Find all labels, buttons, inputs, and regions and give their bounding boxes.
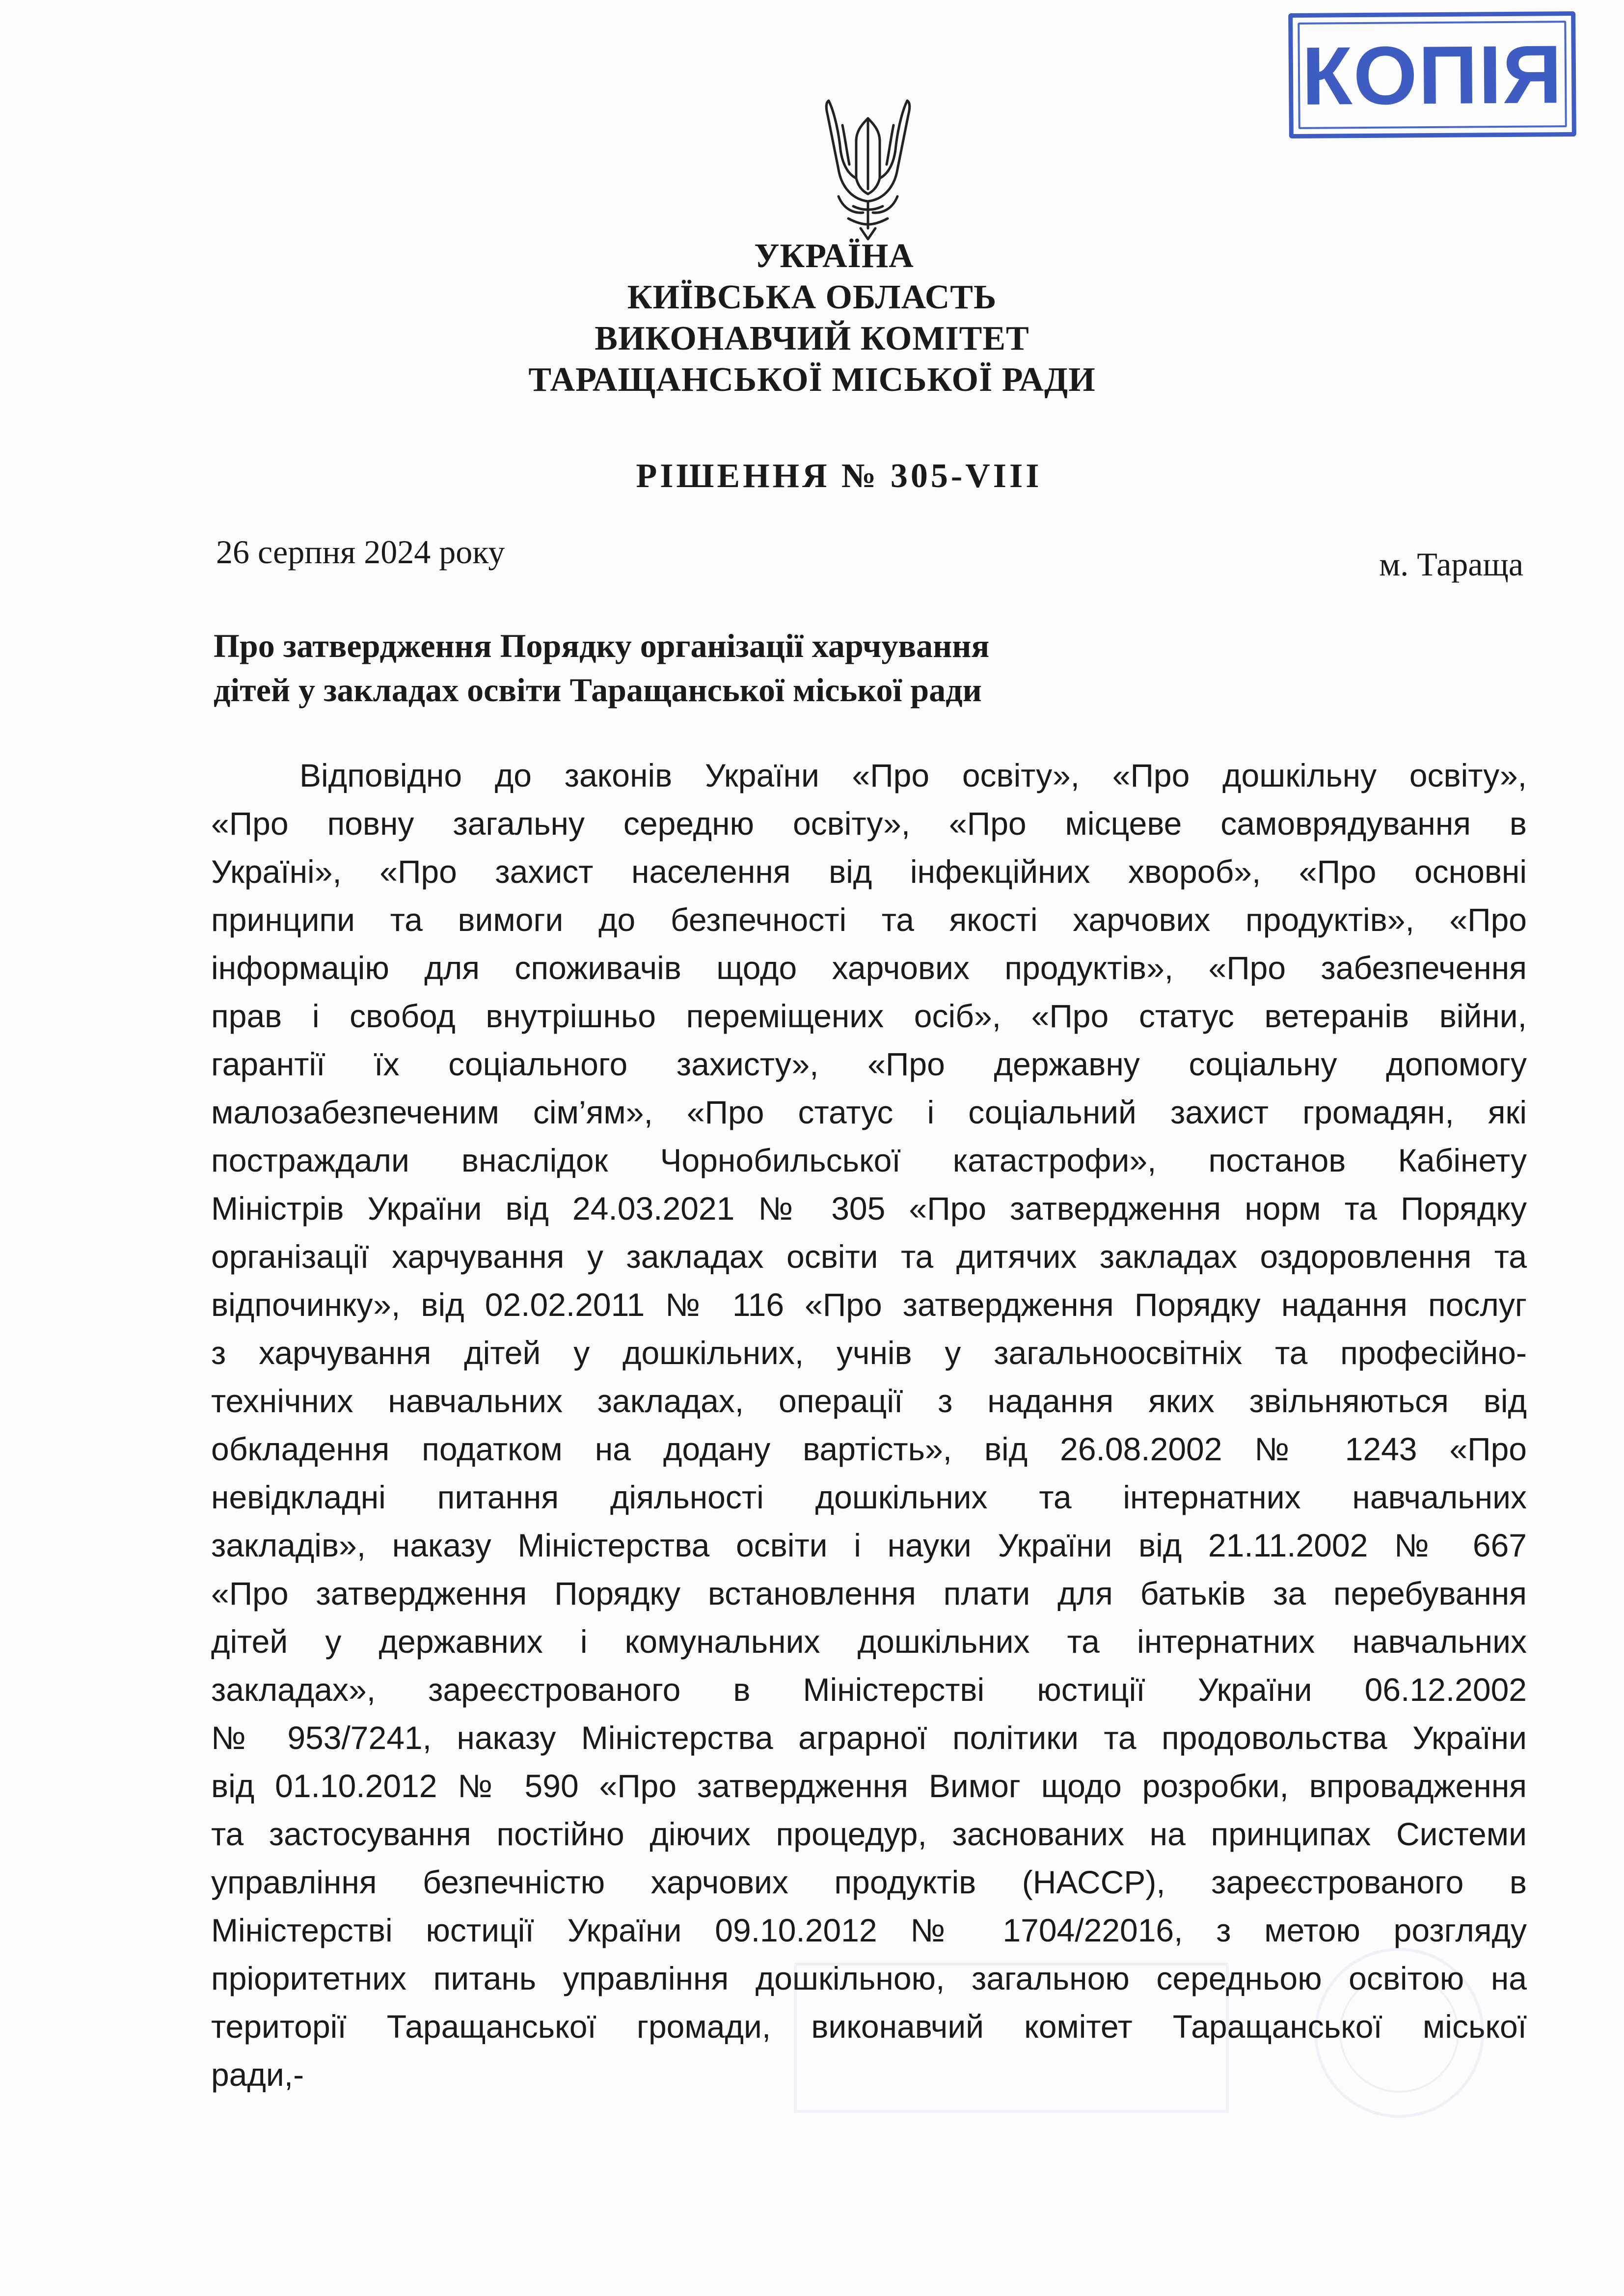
bleed-through-seal xyxy=(785,1944,1497,2131)
body-line: Міністерстві юстиції України 09.10.2012 № 1704/22016, з метою розгляду xyxy=(211,1912,1527,1948)
stamp-text: КОПІЯ xyxy=(1301,27,1563,122)
body-line: від 01.10.2012 № 590 «Про затвердження Вимог щодо розробки, впровадження xyxy=(211,1768,1527,1804)
header-committee: ВИКОНАВЧИЙ КОМІТЕТ xyxy=(595,320,1029,357)
body-line: Міністрів України від 24.03.2021 № 305 «Про затвердження норм та Порядку xyxy=(211,1190,1527,1227)
body-line: управління безпечністю харчових продуктів (НАССР), зареєстрованого в xyxy=(211,1864,1527,1900)
body-line: організації харчування у закладах освіти та дитячих закладах оздоровлення та xyxy=(211,1238,1527,1275)
header-block xyxy=(0,236,1624,401)
decision-place: м. Тараща xyxy=(1379,546,1523,583)
header-council: ТАРАЩАНСЬКОЇ МІСЬКОЇ РАДИ xyxy=(528,361,1096,399)
body-line: інформацію для споживачів щодо харчових продуктів», «Про забезпечення xyxy=(211,950,1527,986)
body-line: обкладення податком на додану вартість», від 26.08.2002 № 1243 «Про xyxy=(211,1431,1527,1467)
body-line: з харчування дітей у дошкільних, учнів у загальноосвітніх та професійно- xyxy=(211,1335,1527,1371)
body-line: № 953/7241, наказу Міністерства аграрної політики та продовольства України xyxy=(211,1720,1527,1756)
body-line: закладів», наказу Міністерства освіти і науки України від 21.11.2002 № 667 xyxy=(211,1527,1527,1563)
decision-date: 26 серпня 2024 року xyxy=(216,533,505,571)
subject-line: Про затвердження Порядку організації харчування xyxy=(214,627,990,664)
body-line: невідкладні питання діяльності дошкільних та інтернатних навчальних xyxy=(211,1479,1527,1515)
body-line: дітей у державних і комунальних дошкільних та інтернатних навчальних xyxy=(211,1623,1527,1660)
body-line: прав і свобод внутрішньо переміщених осіб», «Про статус ветеранів війни, xyxy=(211,998,1527,1034)
body-line: закладах», зареєстрованого в Міністерстві юстиції України 06.12.2002 xyxy=(211,1671,1527,1708)
body-line: технічних навчальних закладах, операції з надання яких звільняються від xyxy=(211,1383,1527,1419)
body-line: постраждали внаслідок Чорнобильської катастрофи», постанов Кабінету xyxy=(211,1142,1527,1178)
decision-body xyxy=(211,751,1527,2099)
header-country: УКРАЇНА xyxy=(754,237,914,275)
decision-title: РІШЕННЯ № 305-VIII xyxy=(636,457,1042,495)
copy-stamp xyxy=(1288,11,1576,138)
body-line: відпочинку», від 02.02.2011 № 116 «Про затвердження Порядку надання послуг xyxy=(211,1286,1527,1323)
body-line: малозабезпеченим сім’ям», «Про статус і соціальний захист громадян, які xyxy=(211,1094,1527,1130)
body-line: ради,- xyxy=(211,2056,304,2093)
body-line: «Про затвердження Порядку встановлення плати для батьків за перебування xyxy=(211,1575,1527,1612)
body-line: території Таращанської громади, виконавчий комітет Таращанської міської xyxy=(211,2008,1527,2045)
body-line: пріоритетних питань управління дошкільною, загальною середньою освітою на xyxy=(211,1960,1527,1996)
tryzub-icon xyxy=(819,96,917,243)
decision-subject xyxy=(214,624,989,712)
body-line: гарантії їх соціального захисту», «Про державну соціальну допомогу xyxy=(211,1046,1527,1082)
body-line: Відповідно до законів України «Про освіту», «Про дошкільну освіту», xyxy=(299,757,1527,793)
body-line: принципи та вимоги до безпечності та якості харчових продуктів», «Про xyxy=(211,902,1527,938)
body-line: Україні», «Про захист населення від інфекційних хвороб», «Про основні xyxy=(211,853,1527,890)
body-line: та застосування постійно діючих процедур, заснованих на принципах Системи xyxy=(211,1816,1527,1852)
header-region: КИЇВСЬКА ОБЛАСТЬ xyxy=(627,278,997,316)
subject-line: дітей у закладах освіти Таращанської міської ради xyxy=(214,671,982,709)
body-line: «Про повну загальну середню освіту», «Про місцеве самоврядування в xyxy=(211,805,1527,842)
